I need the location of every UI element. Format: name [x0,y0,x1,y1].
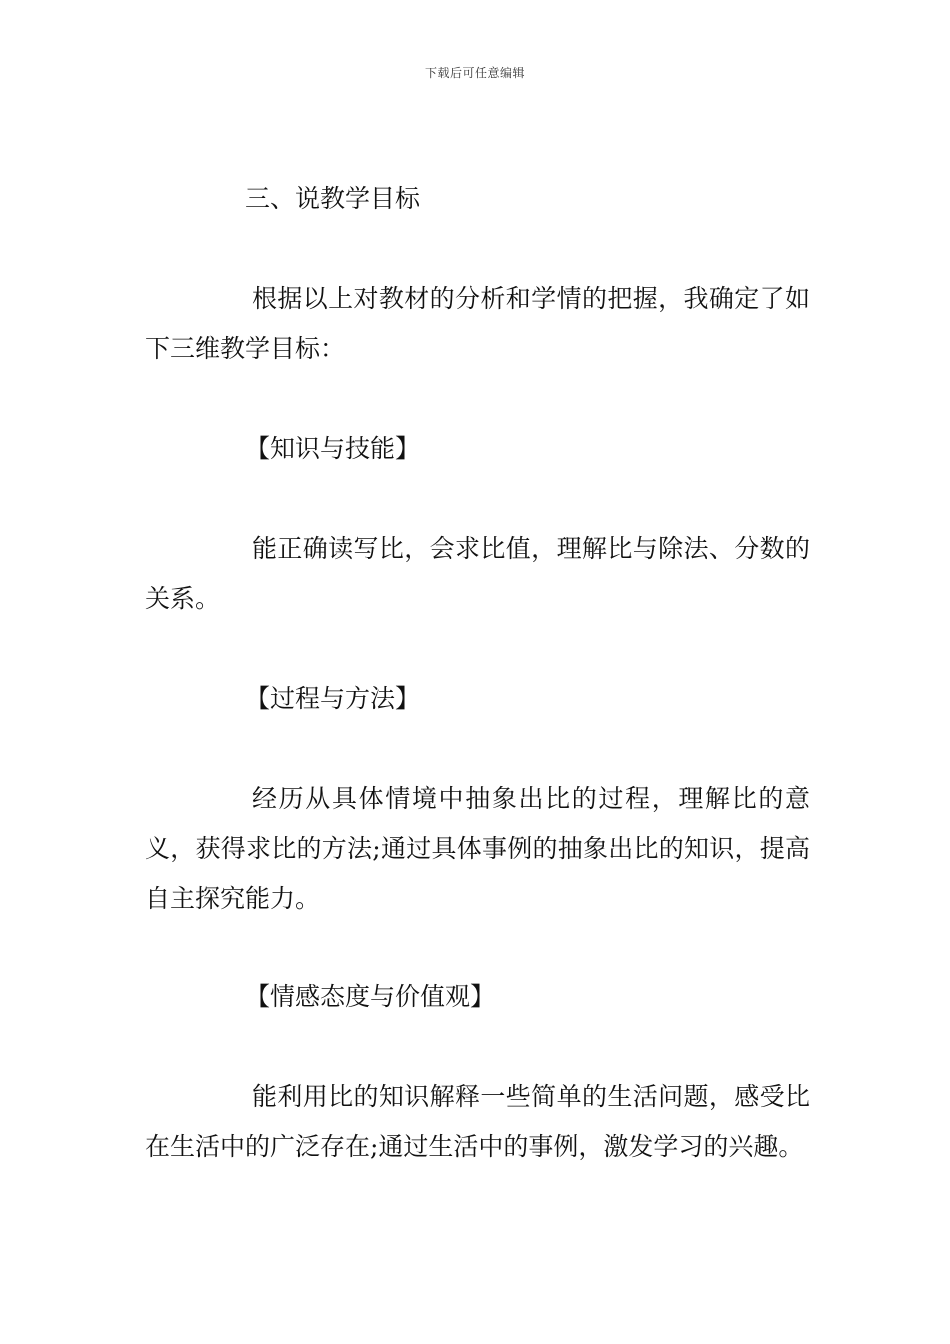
intro-paragraph: 根据以上对教材的分析和学情的把握，我确定了如下三维教学目标： [145,284,810,363]
knowledge-heading: 【知识与技能】 [245,434,421,463]
emotion-paragraph: 能利用比的知识解释一些简单的生活问题，感受比在生活中的广泛存在;通过生活中的事例，激发学习的兴趣。 [145,1082,810,1161]
process-heading: 【过程与方法】 [245,684,421,713]
page-header: 下载后可任意编辑 [424,66,525,80]
emotion-heading: 【情感态度与价值观】 [245,982,496,1011]
knowledge-paragraph: 能正确读写比，会求比值，理解比与除法、分数的关系。 [145,534,810,613]
process-paragraph: 经历从具体情境中抽象出比的过程，理解比的意义，获得求比的方法;通过具体事例的抽象出比的知识，提高自主探究能力。 [145,784,810,913]
section-title: 三、说教学目标 [245,184,421,213]
